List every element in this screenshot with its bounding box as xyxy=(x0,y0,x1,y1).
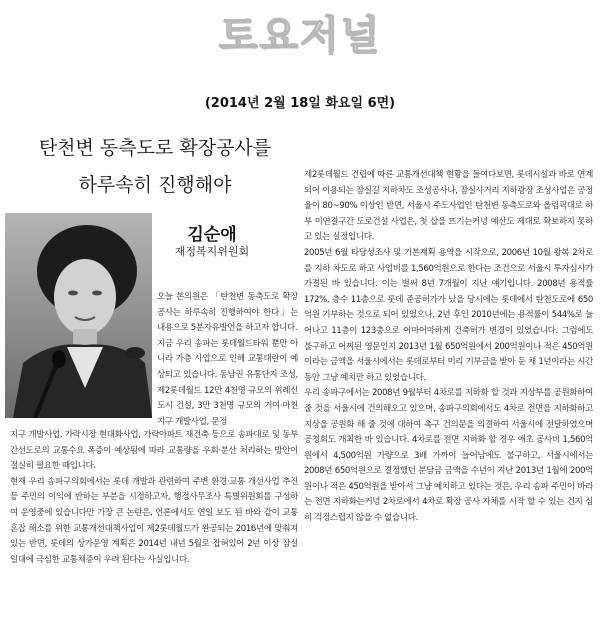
article-body-col1-top: 오늘 본의원은 「탄천변 동측도로 확장공사는 하루속히 진행하여야 한다」는 내용으로 5분자유발언을 하고자 합니다. 지금 우리 송파는 롯데월드타워 뿐만 아니라 가층 사업으로 인해 교통대란이 예상되고 있습니다. 동남권 유통단지 조성, 제2롯데월드 12만 4천명 규모의 위례신도시 건설, 3만 3천명 규모의 거여·마천지구 개발사업, 문정 xyxy=(157,292,298,427)
masthead-title: 토요저널 xyxy=(218,13,382,59)
author-byline xyxy=(152,210,272,266)
headline-line-2: 하루속히 진행해야 xyxy=(78,174,232,196)
publication-date: (2014년 2월 18일 화요일 6면) xyxy=(204,96,396,111)
author-name: 김순애 xyxy=(187,225,237,245)
author-photo xyxy=(5,213,152,418)
headline-line-1: 탄천변 동측도로 확장공사를 xyxy=(38,137,272,159)
article-body-col2: 제2롯데월드 건립에 따른 교통개선대책 현황을 들여다보면, 롯데시설과 바로 연계되어 이용되는 잠실길 지하차도 조성공사나, 잠실사거리 지하광장 조성사업은 공정율이 80~90% 이상인 반면, 서울시 주도사업인 탄천변 동측도로와 올림픽대로 하부 미연결구간 도로건설 사업은, 첫 삽을 뜨기는커녕 예산도 제대로 확보하지 못하고 있는 실정입니다. 2005년 6월 타당성조사 및 기본계획 용역을 시작으로, 2006년 10월 왕복 2차로를 지하 차도로 하고 사업비를 1,560억원으로 한다는 조건으로 서울시 투자심사가 가결된 바 있습니다. 이는 벌써 8년 7개월이 지난 얘기입니다. 2008년 용적률 172%, 층수 11층으로 롯데 준공허가가 났을 당시에는 롯데에서 탄천도로에 650억원 기부하는 것으로 되어 있었으나, 2년 후인 2010년에는 용적률이 544%로 늘어나고 11층이 123층으로 어마어마하게 건축허가 변경이 있었습니다. 그럼에도 불구하고 어찌된 영문인지 2013년 1월 650억원에서 200억원이나 적은 450억원이라는 금액을 서울시에서는 롯데로부터 미리 기부금을 받아 둔 채 1년이라는 시간동안 그냥 예치만 하고 있었습니다. 우리 송파구에서는 2008년 9월부터 4차로를 지하화 할 것과 지상부를 공원화하여 줄 것을 서울시에 건의해오고 있으며, 송파구의회에서도 4차로 전면을 지하화하고 지상을 공원화 해 줄 것에 대하여 촉구 건의문을 의결하여 서울시에 전달하였으며 공청회도 개최한 바 있습니다. 4차로를 전면 지하화 할 경우 애초 공사비 1,560억원에서 4,500억원 가량으로 3배 가까이 늘어남에도 불구하고, 서울시에서는 2008년 650억원으로 결정했던 분담금 금액을 수년이 지난 2013년 1월에 200억원이나 적은 450억원을 받아서 그냥 예치하고 있다는 것은, 우리 송파 주민이 바라는 전면 지하화는커녕 2차로에서 4차로 확장 공사 자체를 시작 할 수 있는 건지 심히 걱정스럽지 않을 수 없습니다. xyxy=(304,170,593,524)
article-body-col1-bottom: 지구 개발사업, 가락시장 현대화사업, 가락아파트 재건축 등으로 송파대로 및 동부간선도로의 교통수요 폭증이 예상됨에 따라 교통량을 우회·분산 처리하는 방안이 절실히 필요한 때입니다. 현재 우리 송파구의회에서는 롯데 개발과 관련하여 주변 환경·교통 개선사업 추진 등 주민의 이익에 반하는 부분을 시정하고자, 행정사무조사 특별위원회를 구성하여 운영중에 있습니다만 가장 큰 논란은, 언론에서도 연일 보도 된 바와 같이 교통 혼잡 해소를 위한 교통개선대책사업이 제2롯데월드가 완공되는 2016년에 맞춰져 있는 반면, 롯데의 상가운영 계획은 2014년 내년 5월로 잡혀있어 2년 이상 잠실 일대에 극심한 교통체증이 우려 된다는 사실입니다. xyxy=(10,430,298,565)
author-role: 재정복지위원회 xyxy=(174,245,250,258)
